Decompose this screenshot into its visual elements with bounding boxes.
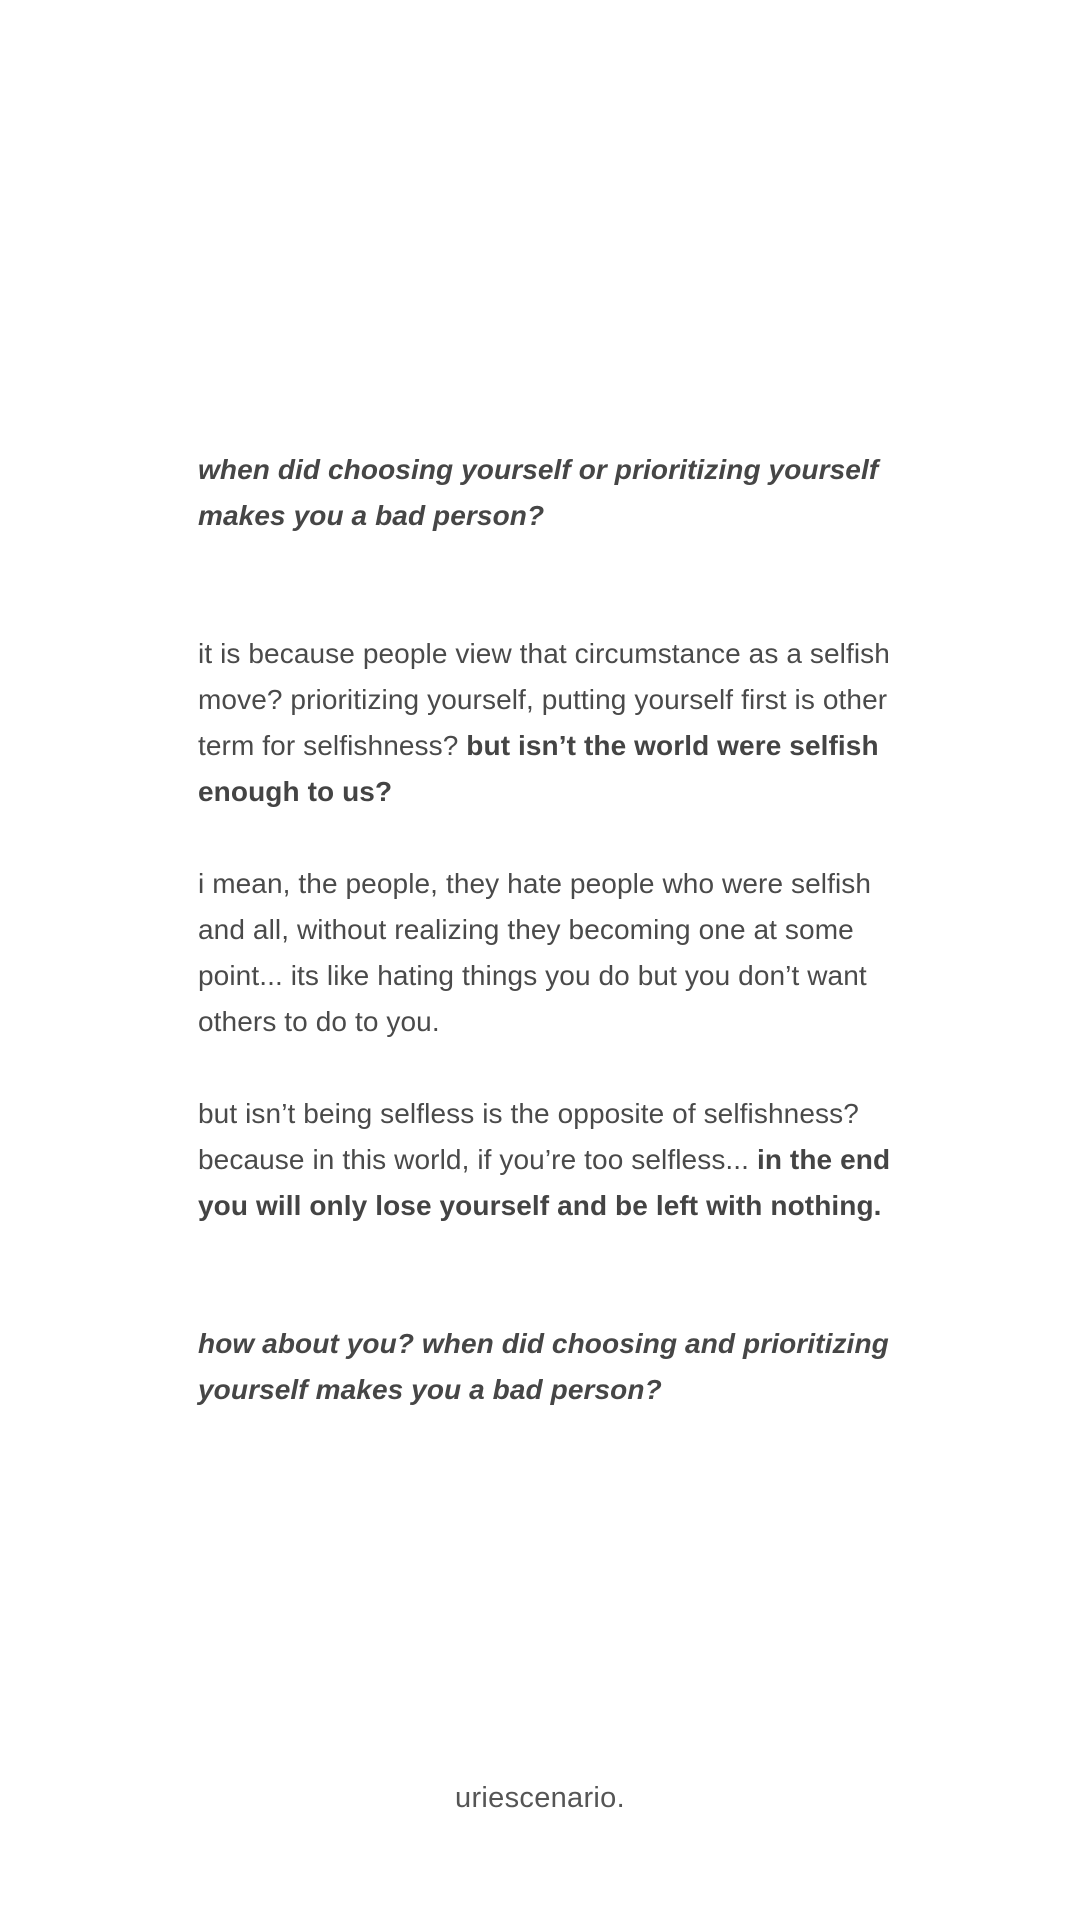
spacer [198,1229,898,1321]
author-signature: uriescenario. [455,1782,625,1814]
spacer [198,815,898,861]
paragraph-3 [198,1091,898,1229]
paragraph-1-text: it is because people view that circumstance as a selfish move? prioritizing yourself, putting yourself first is other term for selfishness? [198,638,890,761]
paragraph-2 [198,861,898,1045]
paragraph-2-text: i mean, the people, they hate people who were selfish and all, without realizing they becoming one at some point... its like hating things you do but you don’t want others to do to you. [198,868,872,1037]
paragraph-1 [198,631,898,815]
spacer [198,539,898,631]
closing-question: how about you? when did choosing and prioritizing yourself makes you a bad person? [198,1328,889,1405]
spacer [198,1045,898,1091]
opening-question: when did choosing yourself or prioritizing yourself makes you a bad person? [198,454,879,531]
post-content [198,447,898,1413]
paragraph-1-bold: but isn’t the world were selfish enough to us? [198,730,879,807]
paragraph-3-text: but isn’t being selfless is the opposite of selfishness? because in this world, if you’re too selfless... [198,1098,859,1175]
paragraph-3-bold: in the end you will only lose yourself and be left with nothing. [198,1144,891,1221]
